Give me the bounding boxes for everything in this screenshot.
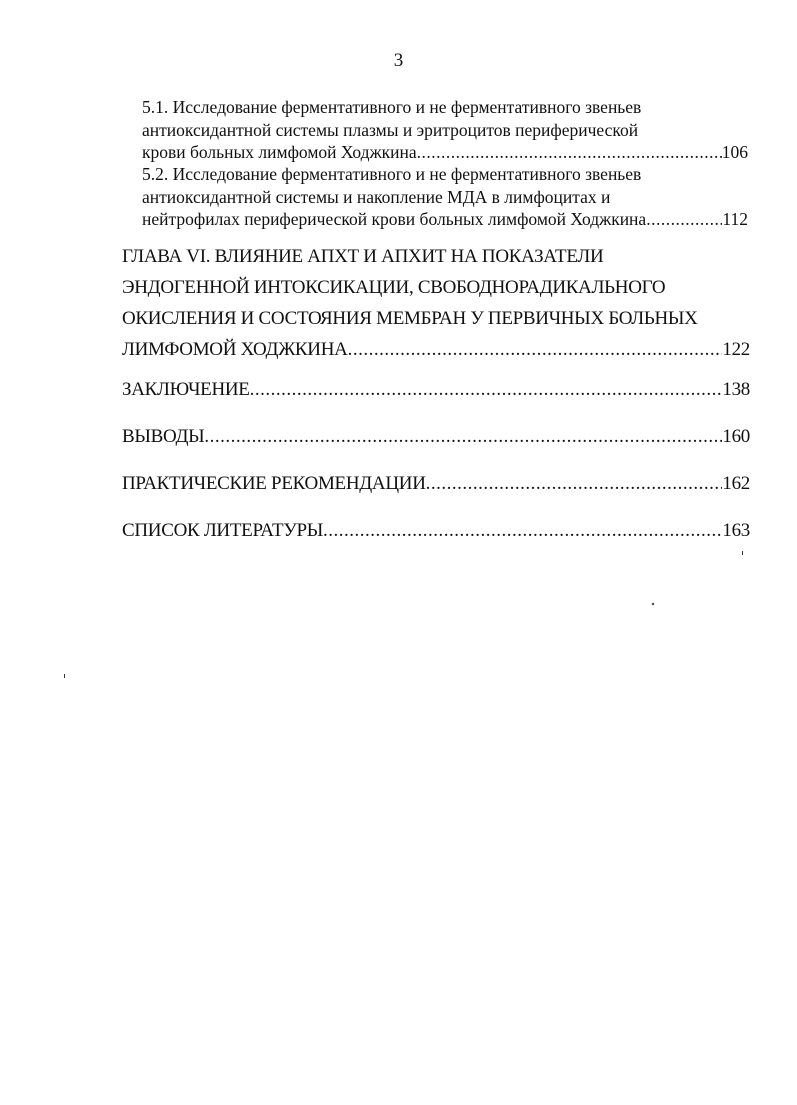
toc-entry-findings <box>122 423 750 451</box>
scan-speck <box>742 551 743 555</box>
page-number: 3 <box>393 50 404 71</box>
toc-entry-text-line: 5.2. Исследование ферментативного и не ферментативного звеньев <box>142 164 642 184</box>
toc-entry-references <box>122 517 750 545</box>
toc-entry-text-line: антиоксидантной системы и накопление МДА в лимфоцитах и <box>142 186 611 207</box>
toc-entry-conclusion <box>122 376 750 404</box>
toc-entry-text-line: антиоксидантной системы плазмы и эритроцитов периферической <box>142 119 639 140</box>
toc-entry-final-line <box>122 334 750 365</box>
toc-entry-final-line <box>142 141 748 164</box>
toc-entry-title: ВЫВОДЫ <box>122 426 205 447</box>
dot-leader <box>250 376 723 404</box>
toc-entry-text-line: нейтрофилах периферической крови больных лимфомой Ходжкина <box>142 209 647 229</box>
toc-page-number: 160 <box>722 426 750 447</box>
toc-page-number: 162 <box>722 473 750 494</box>
toc-page-number: 106 <box>721 142 748 162</box>
dot-leader <box>323 517 722 545</box>
toc-entry-5-1 <box>142 96 748 164</box>
toc-entry-chapter-6 <box>122 241 750 365</box>
toc-entry-title: СПИСОК ЛИТЕРАТУРЫ <box>122 520 324 541</box>
dot-leader <box>348 334 723 365</box>
dot-leader <box>204 423 722 451</box>
toc-entry-text-line: ЭНДОГЕННОЙ ИНТОКСИКАЦИИ, СВОБОДНОРАДИКАЛЬНОГО <box>122 277 666 298</box>
toc-entry-final-line <box>142 208 748 231</box>
toc-entry-title: ЗАКЛЮЧЕНИЕ <box>122 379 250 400</box>
toc-entry-5-2 <box>142 163 748 231</box>
toc-entry-title: ПРАКТИЧЕСКИЕ РЕКОМЕНДАЦИИ <box>122 473 426 494</box>
dot-leader <box>646 208 722 231</box>
toc-page-number: 163 <box>722 520 750 541</box>
toc-page-number: 138 <box>722 379 750 400</box>
toc-entry-text-line: ГЛАВА VI. ВЛИЯНИЕ АПХТ И АПХИТ НА ПОКАЗАТЕЛИ <box>122 246 604 267</box>
toc-entry-text-line: крови больных лимфомой Ходжкина <box>142 142 417 162</box>
dot-leader <box>426 470 723 498</box>
toc-entry-text-line: ЛИМФОМОЙ ХОДЖКИНА <box>122 339 348 360</box>
toc-page-number: 112 <box>722 209 748 229</box>
toc-entry-practical-recommendations <box>122 470 750 498</box>
scan-speck <box>652 603 655 606</box>
toc-page-number: 122 <box>722 339 750 360</box>
scan-speck <box>64 674 65 678</box>
dot-leader <box>417 141 722 164</box>
toc-entry-text-line: ОКИСЛЕНИЯ И СОСТОЯНИЯ МЕМБРАН У ПЕРВИЧНЫХ БОЛЬНЫХ <box>122 308 698 329</box>
toc-entry-text-line: 5.1. Исследование ферментативного и не ферментативного звеньев <box>142 97 642 117</box>
